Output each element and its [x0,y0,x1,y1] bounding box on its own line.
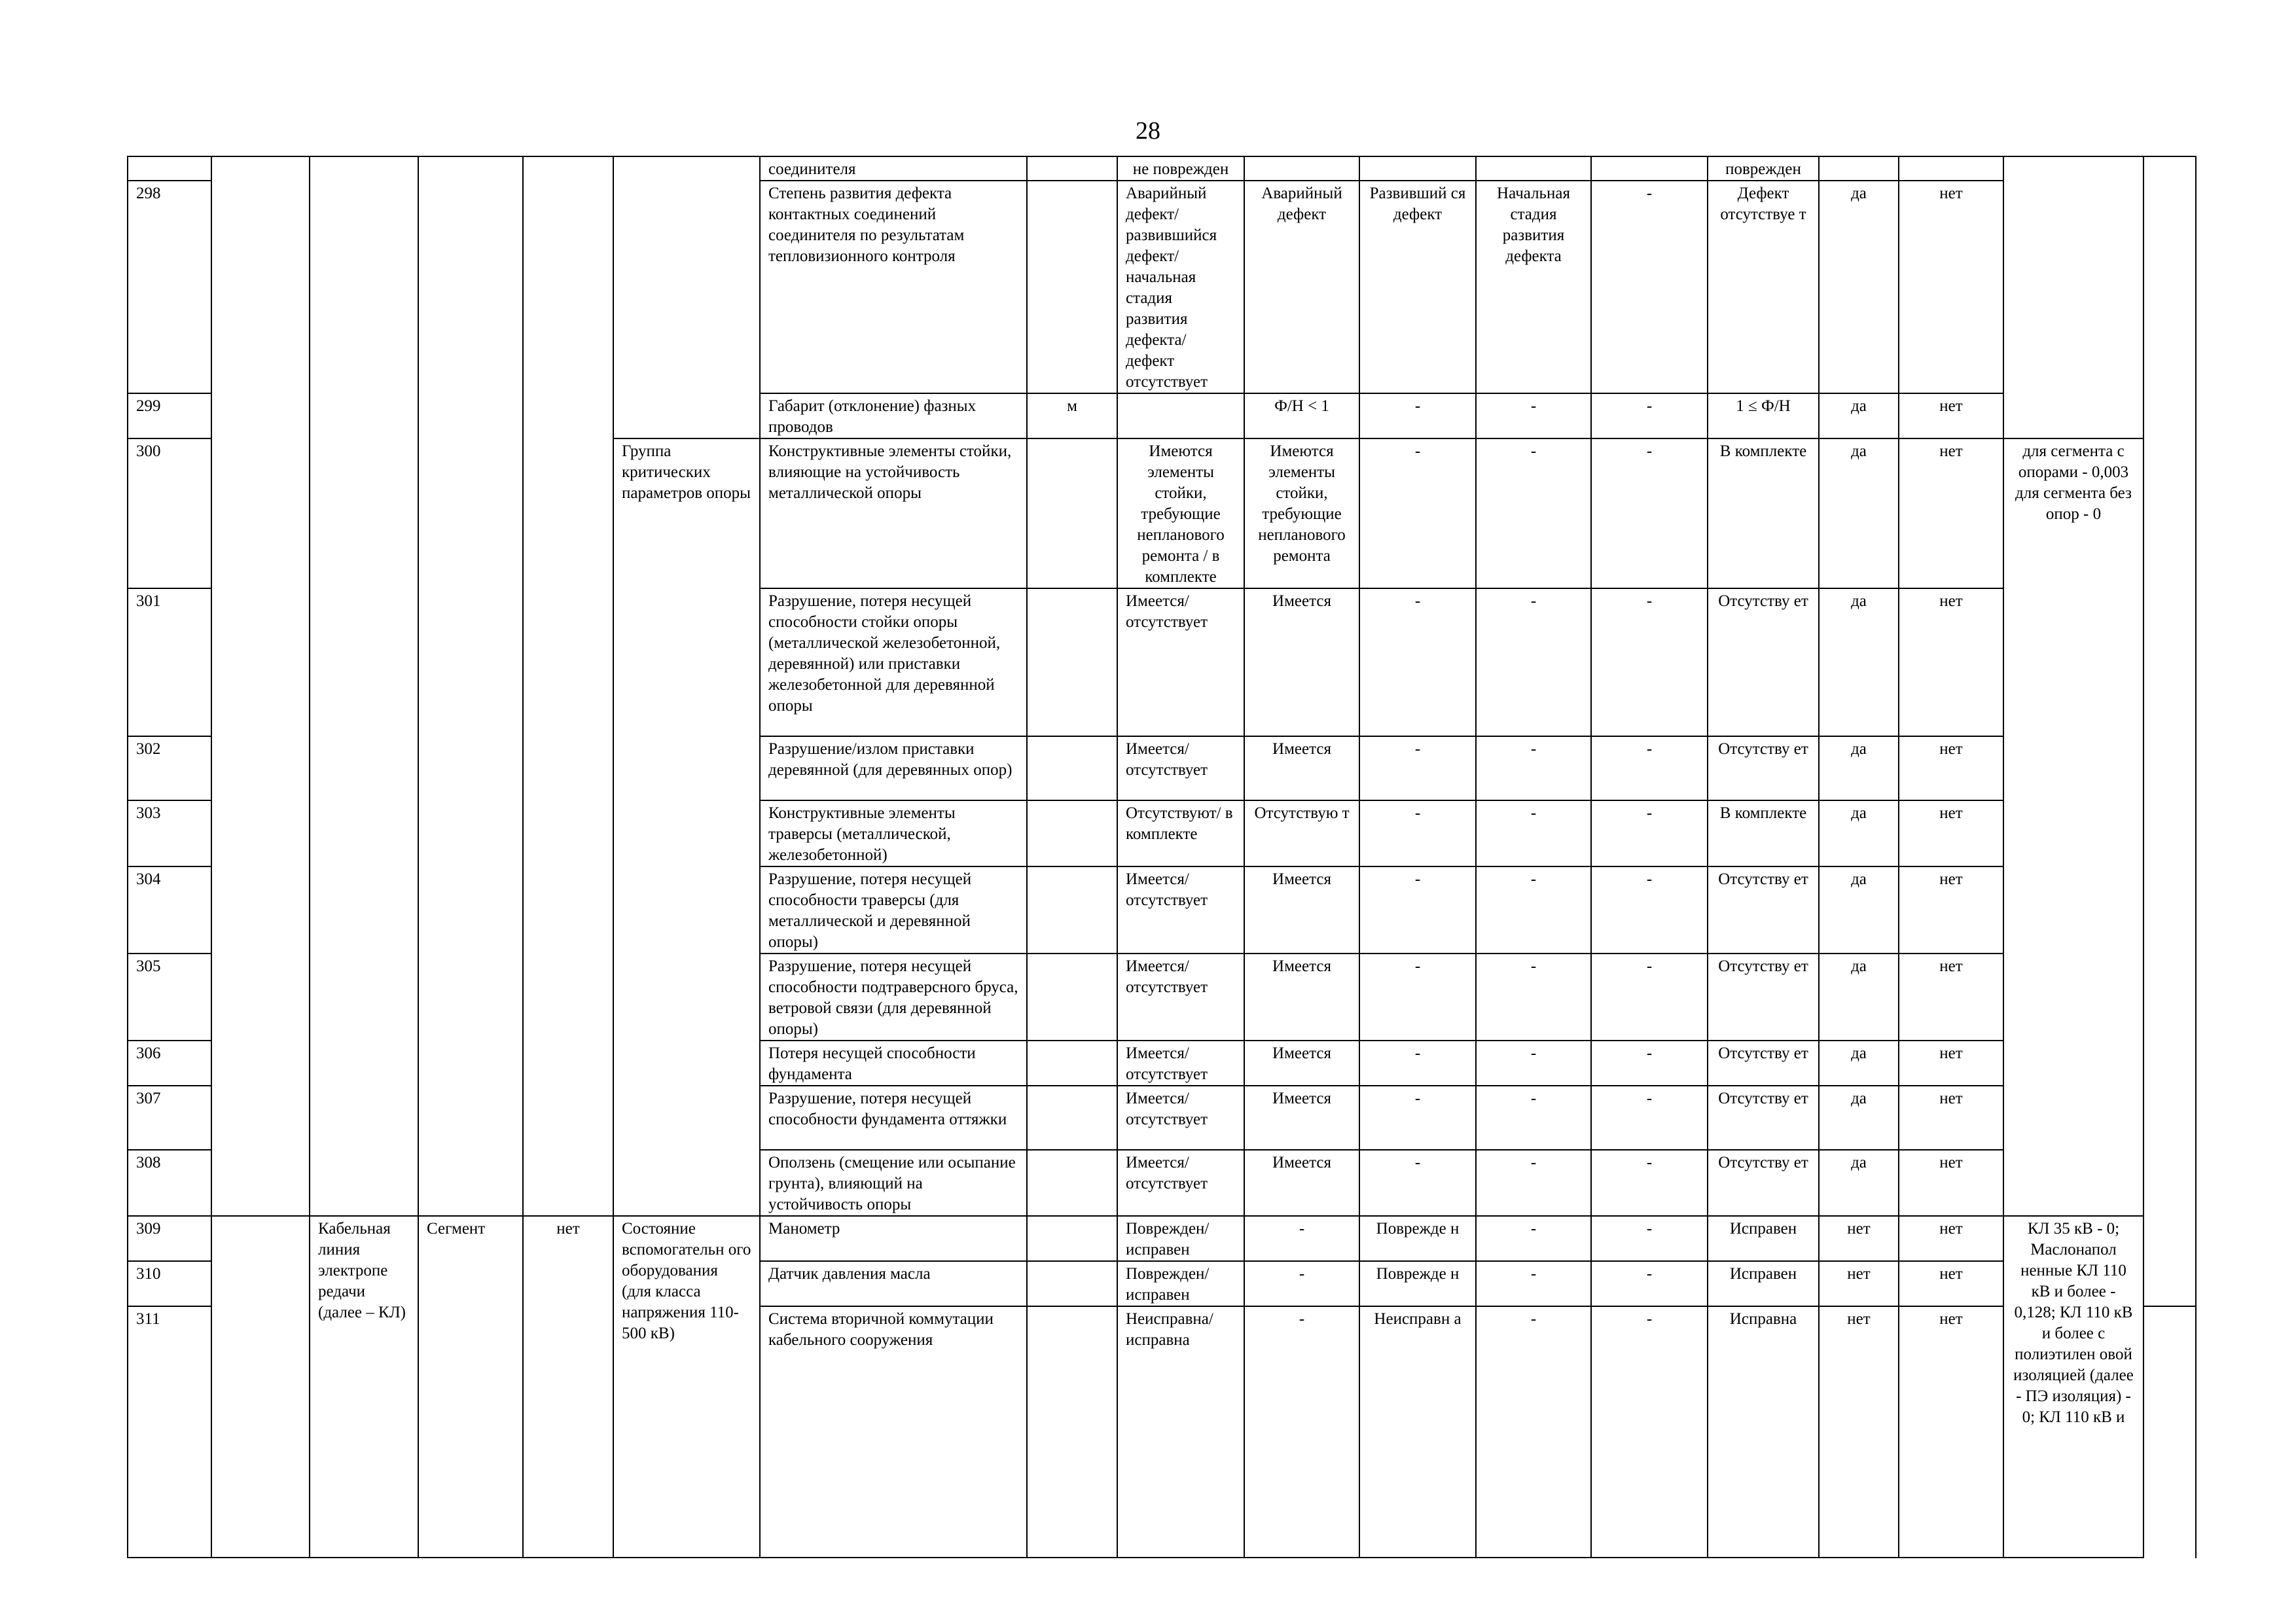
range-cell: Отсутствуют/ в комплекте [1117,800,1244,866]
row-number: 306 [128,1041,211,1086]
flag-cell: нет [1899,588,2003,736]
flag-cell: да [1819,181,1899,393]
other-value-cell: - [1591,800,1708,866]
param-cell: Разрушение, потеря несущей способности подтраверсного бруса, ветровой связи (для деревянной опоры) [760,954,1027,1041]
normal-cell: В комплекте [1708,438,1819,588]
other-value-cell: - [1591,866,1708,954]
param-cell: Разрушение, потеря несущей способности стойки опоры (металлической железобетонной, деревянной) или приставки железобетонной для деревянной опоры [760,588,1027,736]
developed-value-cell: - [1359,438,1476,588]
critical-value-cell: - [1244,1306,1359,1558]
initial-value-cell: - [1476,1216,1591,1261]
weight-cell: для сегмента с опорами - 0,003 для сегмента без опор - 0 [2003,438,2144,1216]
critical-value-cell: Имеются элементы стойки, требующие непланового ремонта [1244,438,1359,588]
param-cell: Степень развития дефекта контактных соединений соединителя по результатам тепловизионного контроля [760,181,1027,393]
object-cell: Кабельная линия электропе редачи (далее – КЛ) [310,1216,418,1558]
critical-value-cell: - [1244,1216,1359,1261]
initial-value-cell: - [1476,954,1591,1041]
normal-cell: Отсутству ет [1708,954,1819,1041]
table-row [128,156,2196,181]
normal-cell: Отсутству ет [1708,1086,1819,1150]
unit-cell [1027,1086,1117,1150]
param-cell: Разрушение/излом приставки деревянной (для деревянных опор) [760,736,1027,800]
initial-value-cell: - [1476,1086,1591,1150]
developed-value-cell: - [1359,1041,1476,1086]
developed-value-cell: - [1359,800,1476,866]
unit-cell: м [1027,393,1117,438]
row-number: 304 [128,866,211,954]
developed-value-cell: - [1359,588,1476,736]
developed-value-cell: - [1359,1150,1476,1216]
other-value-cell: - [1591,1086,1708,1150]
critical-value-cell: Имеется [1244,1150,1359,1216]
other-value-cell: - [1591,1306,1708,1558]
initial-value-cell: - [1476,438,1591,588]
flag-cell: да [1819,736,1899,800]
group-cell: Состояние вспомогательн ого оборудования (для класса напряжения 110-500 кВ) [613,1216,760,1558]
group-cell: Группа критических параметров опоры [613,438,760,1216]
unit-cell [1027,736,1117,800]
param-cell: Габарит (отклонение) фазных проводов [760,393,1027,438]
unit-cell [1027,866,1117,954]
normal-cell: Отсутству ет [1708,1150,1819,1216]
critical-value-cell: Аварийный дефект [1244,181,1359,393]
flag-cell: нет [1899,1216,2003,1261]
row-number: 307 [128,1086,211,1150]
flag-cell: да [1819,954,1899,1041]
flag-cell: нет [1899,181,2003,393]
unit-cell [1027,954,1117,1041]
normal-cell: Отсутству ет [1708,866,1819,954]
normal-cell: Отсутству ет [1708,1041,1819,1086]
row-number: 301 [128,588,211,736]
flag-cell: нет [1899,1306,2003,1558]
developed-value-cell: - [1359,736,1476,800]
range-cell [1117,393,1244,438]
flag-cell: нет [1899,438,2003,588]
flag-cell: да [1819,866,1899,954]
unit-cell [1027,1306,1117,1558]
developed-value-cell: Неисправн а [1359,1306,1476,1558]
row-number: 308 [128,1150,211,1216]
initial-value-cell: Начальная стадия развития дефекта [1476,181,1591,393]
initial-value-cell: - [1476,1261,1591,1306]
critical-value-cell: - [1244,1261,1359,1306]
range-cell: Поврежден/ исправен [1117,1261,1244,1306]
other-value-cell: - [1591,588,1708,736]
critical-value-cell: Имеется [1244,954,1359,1041]
initial-value-cell: - [1476,1041,1591,1086]
row-number: 305 [128,954,211,1041]
flag-cell: нет [1899,1041,2003,1086]
unit-cell [1027,1261,1117,1306]
critical-value-cell: Имеется [1244,1041,1359,1086]
normal-cell: Отсутству ет [1708,588,1819,736]
developed-value-cell: - [1359,954,1476,1041]
param-cell: соединителя [760,156,1027,181]
normal-cell: Исправна [1708,1306,1819,1558]
initial-value-cell: - [1476,736,1591,800]
other-value-cell: - [1591,393,1708,438]
flag-cell: да [1819,588,1899,736]
initial-value-cell: - [1476,800,1591,866]
range-cell: Неисправна/ исправна [1117,1306,1244,1558]
normal-cell: Исправен [1708,1261,1819,1306]
param-cell: Разрушение, потеря несущей способности фундамента оттяжки [760,1086,1027,1150]
developed-value-cell: Развивший ся дефект [1359,181,1476,393]
param-cell: Конструктивные элементы стойки, влияющие на устойчивость металлической опоры [760,438,1027,588]
page-number: 28 [1136,117,1160,145]
range-cell: Имеется/ отсутствует [1117,1150,1244,1216]
normal-cell: 1 ≤ Ф/Н [1708,393,1819,438]
normal-cell: поврежден [1708,156,1819,181]
initial-value-cell: - [1476,1150,1591,1216]
normal-cell: Дефект отсутствуе т [1708,181,1819,393]
row-number: 302 [128,736,211,800]
range-cell: Имеется/ отсутствует [1117,1086,1244,1150]
critical-value-cell: Ф/Н < 1 [1244,393,1359,438]
flag-cell: да [1819,1041,1899,1086]
flag-cell: да [1819,438,1899,588]
other-value-cell: - [1591,1041,1708,1086]
critical-value-cell: Имеется [1244,588,1359,736]
row-number: 309 [128,1216,211,1261]
other-value-cell: - [1591,181,1708,393]
flag-cell: нет [1819,1216,1899,1261]
row-number: 300 [128,438,211,588]
flag-cell: нет [1819,1306,1899,1558]
flag-cell: нет [1899,1261,2003,1306]
initial-value-cell: - [1476,866,1591,954]
flag-cell: да [1819,1086,1899,1150]
flag-cell: нет [1819,1261,1899,1306]
param-cell: Манометр [760,1216,1027,1261]
range-cell: Имеется/ отсутствует [1117,1041,1244,1086]
unit-cell [1027,438,1117,588]
param-cell: Датчик давления масла [760,1261,1027,1306]
unit-cell [1027,181,1117,393]
flag-cell: да [1819,393,1899,438]
flag-cell: нет [1899,866,2003,954]
segment-cell: Сегмент [418,1216,523,1558]
table-row [128,1216,2196,1261]
critical-value-cell: Имеется [1244,736,1359,800]
row-number: 298 [128,181,211,393]
normal-cell: Отсутству ет [1708,736,1819,800]
unit-cell [1027,1041,1117,1086]
param-cell: Конструктивные элементы траверсы (металлической, железобетонной) [760,800,1027,866]
critical-value-cell: Отсутствую т [1244,800,1359,866]
developed-value-cell: - [1359,866,1476,954]
range-cell: не поврежден [1117,156,1244,181]
other-value-cell: - [1591,1216,1708,1261]
flag-cell: нет [1899,954,2003,1041]
developed-value-cell: Поврежде н [1359,1216,1476,1261]
range-cell: Поврежден/ исправен [1117,1216,1244,1261]
other-value-cell: - [1591,954,1708,1041]
flag-cell: нет [1899,800,2003,866]
initial-value-cell: - [1476,393,1591,438]
developed-value-cell: - [1359,1086,1476,1150]
other-value-cell: - [1591,736,1708,800]
critical-value-cell: Имеется [1244,866,1359,954]
flag-cell: да [1819,1150,1899,1216]
flag-cell: нет [1899,393,2003,438]
normal-cell: В комплекте [1708,800,1819,866]
range-cell: Имеется/ отсутствует [1117,866,1244,954]
initial-value-cell: - [1476,1306,1591,1558]
developed-value-cell: Поврежде н [1359,1261,1476,1306]
initial-value-cell: - [1476,588,1591,736]
row-number: 311 [128,1306,211,1558]
range-cell: Имеется/ отсутствует [1117,954,1244,1041]
row-number: 310 [128,1261,211,1306]
range-cell: Имеется/ отсутствует [1117,588,1244,736]
other-value-cell: - [1591,438,1708,588]
normal-cell: Исправен [1708,1216,1819,1261]
param-cell: Оползень (смещение или осыпание грунта), влияющий на устойчивость опоры [760,1150,1027,1216]
parameters-table [127,156,2197,1558]
flag-cell: нет [1899,736,2003,800]
weight-cell: КЛ 35 кВ - 0; Маслонапол ненные КЛ 110 кВ и более - 0,128; КЛ 110 кВ и более с полиэтилен овой изоляцией (далее - ПЭ изоляция) - 0; КЛ 110 кВ и [2003,1216,2144,1558]
param-cell: Система вторичной коммутации кабельного сооружения [760,1306,1027,1558]
unit-cell [1027,1216,1117,1261]
row-number: 303 [128,800,211,866]
param-cell: Разрушение, потеря несущей способности траверсы (для металлической и деревянной опоры) [760,866,1027,954]
critical-value-cell: Имеется [1244,1086,1359,1150]
segment-flag-cell: нет [523,1216,613,1558]
range-cell: Аварийный дефект/ развившийся дефект/ начальная стадия развития дефекта/ дефект отсутствует [1117,181,1244,393]
unit-cell [1027,588,1117,736]
unit-cell [1027,1150,1117,1216]
range-cell: Имеется/ отсутствует [1117,736,1244,800]
row-number: 299 [128,393,211,438]
unit-cell [1027,800,1117,866]
range-cell: Имеются элементы стойки, требующие непланового ремонта / в комплекте [1117,438,1244,588]
flag-cell: нет [1899,1150,2003,1216]
other-value-cell: - [1591,1261,1708,1306]
flag-cell: нет [1899,1086,2003,1150]
other-value-cell: - [1591,1150,1708,1216]
developed-value-cell: - [1359,393,1476,438]
param-cell: Потеря несущей способности фундамента [760,1041,1027,1086]
flag-cell: да [1819,800,1899,866]
